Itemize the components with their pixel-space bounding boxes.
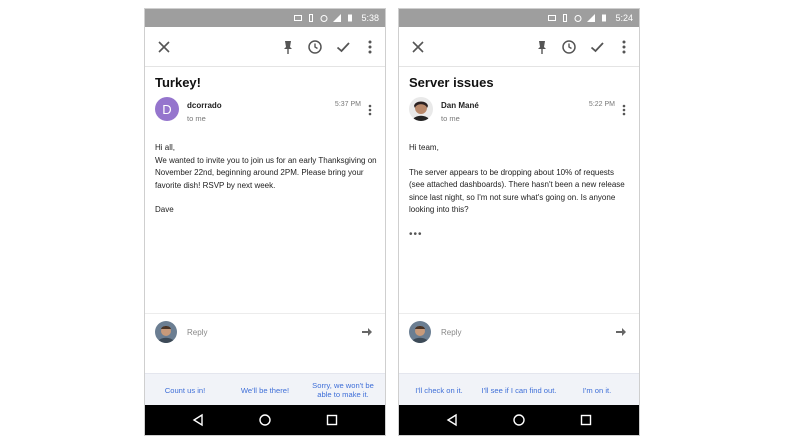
sender-avatar[interactable] <box>155 97 179 121</box>
email-subject: Server issues <box>409 75 494 90</box>
vibrate-icon <box>561 14 569 22</box>
body-paragraph: The server appears to be dropping about 10% of requests (see attached dashboards). There hasn't been a new release since last night, so I'm not sure what's going on. Is anyone looking into this? <box>409 167 625 214</box>
smart-reply-button[interactable]: I'll see if I can find out. <box>481 385 557 395</box>
sender-avatar[interactable] <box>409 97 433 121</box>
alarm-icon <box>320 14 328 22</box>
done-icon[interactable] <box>334 38 352 56</box>
smart-reply-bar <box>399 373 639 405</box>
message-more-icon[interactable] <box>619 103 629 117</box>
send-arrow-icon[interactable] <box>615 326 627 338</box>
email-subject: Turkey! <box>155 75 201 90</box>
avatar-letter: D <box>162 101 172 117</box>
toolbar <box>145 27 385 67</box>
status-bar <box>145 9 385 27</box>
body-greeting: Hi team, <box>409 143 439 152</box>
more-vert-icon[interactable] <box>361 38 379 56</box>
status-time: 5:24 <box>615 13 633 23</box>
smart-reply-button[interactable]: We'll be there! <box>240 385 290 395</box>
back-icon[interactable] <box>191 413 205 427</box>
message-time: 5:22 PM <box>588 101 615 108</box>
message-more-icon[interactable] <box>365 103 375 117</box>
recipient-label[interactable]: to me <box>441 114 460 123</box>
close-icon[interactable] <box>409 38 427 56</box>
recipient-label[interactable]: to me <box>187 114 206 123</box>
snooze-icon[interactable] <box>560 38 578 56</box>
user-avatar <box>155 321 177 343</box>
battery-icon <box>600 14 608 22</box>
reply-input[interactable]: Reply <box>441 328 462 337</box>
sender-name[interactable]: dcorrado <box>187 101 222 110</box>
done-icon[interactable] <box>588 38 606 56</box>
sender-name[interactable]: Dan Mané <box>441 101 479 110</box>
alarm-icon <box>574 14 582 22</box>
email-body <box>155 142 377 229</box>
recents-icon[interactable] <box>579 413 593 427</box>
more-vert-icon[interactable] <box>615 38 633 56</box>
phone-left <box>144 8 386 436</box>
message-time: 5:37 PM <box>334 101 361 108</box>
vibrate-icon <box>307 14 315 22</box>
close-icon[interactable] <box>155 38 173 56</box>
home-icon[interactable] <box>258 413 272 427</box>
status-time: 5:38 <box>361 13 379 23</box>
user-avatar <box>409 321 431 343</box>
status-bar <box>399 9 639 27</box>
body-paragraph: Hi all, We wanted to invite you to join us for an early Thanksgiving on November 22nd, beginning around 2PM. Please bring your favorite dish! RSVP by next week. <box>155 143 377 190</box>
battery-icon <box>346 14 354 22</box>
cast-icon <box>548 14 556 22</box>
pin-icon[interactable] <box>533 38 551 56</box>
snooze-icon[interactable] <box>306 38 324 56</box>
smart-reply-bar <box>145 373 385 405</box>
toolbar <box>399 27 639 67</box>
reply-input[interactable]: Reply <box>187 328 208 337</box>
home-icon[interactable] <box>512 413 526 427</box>
signal-icon <box>587 14 595 22</box>
smart-reply-button[interactable]: Sorry, we won't be able to make it. <box>312 381 374 399</box>
smart-reply-button[interactable]: I'll check on it. <box>415 385 463 395</box>
back-icon[interactable] <box>445 413 459 427</box>
smart-reply-button[interactable]: I'm on it. <box>582 385 612 395</box>
email-body <box>409 142 631 241</box>
signal-icon <box>333 14 341 22</box>
smart-reply-button[interactable]: Count us in! <box>164 385 206 395</box>
cast-icon <box>294 14 302 22</box>
show-trimmed-content-button[interactable]: ••• <box>409 228 423 240</box>
recents-icon[interactable] <box>325 413 339 427</box>
body-signature: Dave <box>155 205 174 214</box>
navigation-bar <box>145 405 385 435</box>
divider <box>145 313 385 314</box>
send-arrow-icon[interactable] <box>361 326 373 338</box>
phone-right <box>398 8 640 436</box>
pin-icon[interactable] <box>279 38 297 56</box>
divider <box>399 313 639 314</box>
navigation-bar <box>399 405 639 435</box>
